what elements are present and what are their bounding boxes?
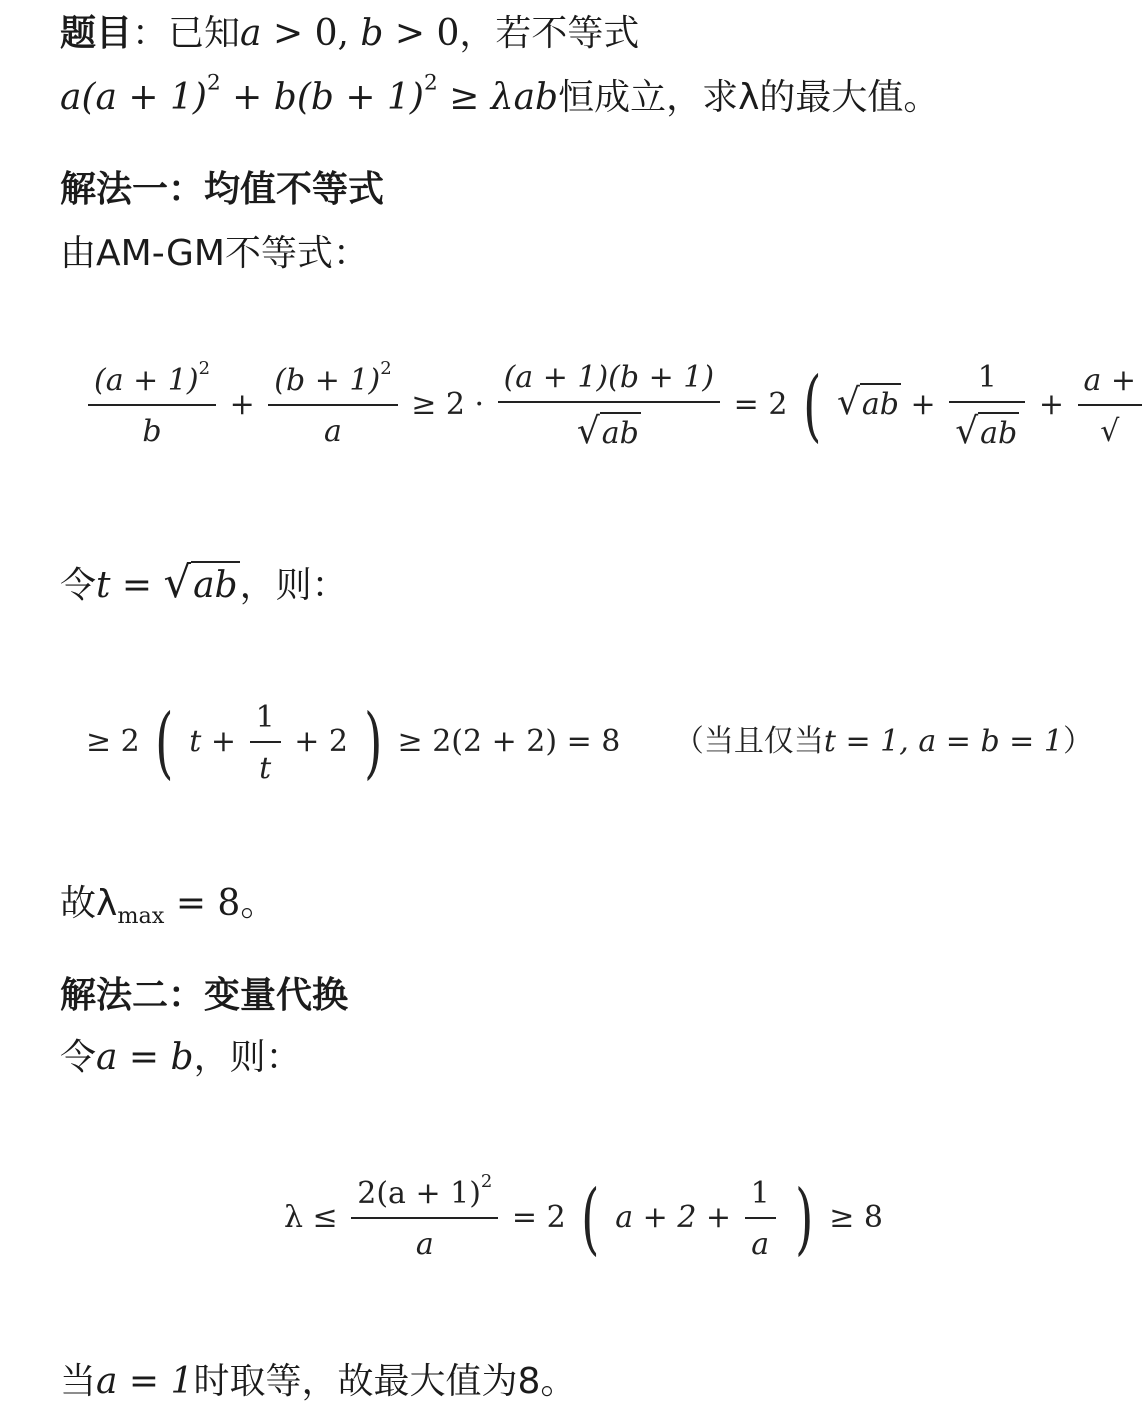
paren-close: )	[363, 697, 382, 788]
fraction	[745, 1176, 776, 1262]
conclusion-text: 。	[240, 883, 277, 924]
problem-line-2	[60, 70, 940, 118]
method2-equation	[284, 1170, 884, 1264]
math-op: +	[1038, 387, 1064, 422]
paren-open: (	[581, 1173, 600, 1264]
sqrt-radicand: ab	[860, 383, 901, 422]
paren-open: (	[155, 697, 174, 788]
frac-denominator: a	[351, 1217, 498, 1262]
frac-denominator	[498, 401, 721, 452]
fraction	[250, 700, 281, 786]
math-op: +	[220, 77, 274, 118]
math-op: ≥ 2 ·	[411, 387, 485, 422]
fraction	[88, 357, 216, 449]
method1-intro: 由AM-GM不等式：	[60, 233, 369, 274]
problem-colon: ：	[132, 13, 169, 54]
frac-numerator: a +	[1083, 363, 1137, 398]
subscript-max: max	[117, 902, 165, 929]
problem-text: 恒成立，求λ的最大值。	[558, 77, 940, 118]
sqrt: √ab	[955, 411, 1018, 452]
var-b: b	[360, 13, 384, 54]
problem-text: 已知	[168, 13, 241, 54]
paren-close: )	[795, 1173, 814, 1264]
condition-math: t = 1, a = b = 1	[823, 724, 1063, 759]
math-expr: λ ≤	[284, 1200, 338, 1235]
final-text: 当	[60, 1361, 97, 1402]
frac-numerator: (b + 1)	[274, 363, 381, 398]
sqrt: √ab	[836, 382, 899, 423]
math-expr: = 8	[164, 883, 241, 924]
problem-line-1	[60, 13, 640, 54]
math-text: > 0	[383, 13, 460, 54]
method1-equation-1	[84, 357, 1137, 480]
math-expr: t +	[189, 724, 237, 759]
paren-open: (	[803, 360, 822, 451]
frac-denominator	[949, 401, 1025, 452]
math-expr: a(a + 1)	[60, 77, 207, 118]
math-expr: b(b + 1)	[273, 77, 424, 118]
condition-text: （当且仅当	[673, 724, 824, 759]
math-text: > 0,	[261, 13, 361, 54]
math-exponent: 2	[380, 357, 392, 379]
problem-text: ，若不等式	[459, 13, 640, 54]
fraction	[268, 357, 397, 449]
frac-numerator: 1	[977, 360, 997, 395]
let-label: 令	[60, 565, 97, 606]
math-op: +	[910, 387, 936, 422]
frac-denominator: a	[268, 404, 397, 449]
lambda-symbol: λ	[96, 883, 118, 924]
then-text: ，则：	[193, 1037, 302, 1078]
math-op: ≥	[437, 77, 491, 118]
then-text: ，则：	[239, 565, 348, 606]
math-expr: a + 2 +	[615, 1200, 732, 1235]
math-op: =	[110, 565, 164, 606]
frac-numerator: (a + 1)(b + 1)	[503, 360, 715, 395]
math-op: = 2	[733, 387, 788, 422]
sqrt: √ab	[163, 558, 238, 608]
math-op: ≥ 2	[86, 724, 140, 759]
method1-conclusion	[60, 883, 277, 929]
var-a: a	[240, 13, 262, 54]
math-op: = 2	[511, 1200, 566, 1235]
problem-label: 题目	[60, 13, 133, 54]
var-t: t	[96, 565, 111, 606]
fraction	[1078, 363, 1143, 449]
conclusion-text: 故	[60, 883, 97, 924]
math-expr: ≥ 8	[829, 1200, 884, 1235]
fraction	[949, 360, 1025, 452]
fraction	[498, 360, 721, 452]
method2-let-line	[60, 1037, 302, 1078]
frac-denominator: √	[1078, 404, 1143, 449]
condition-text: ）	[1062, 724, 1093, 759]
sqrt-radicand: ab	[600, 412, 641, 451]
sqrt-radicand: ab	[191, 561, 240, 606]
frac-numerator: (a + 1)	[94, 363, 199, 398]
let-label: 令	[60, 1037, 97, 1078]
final-text: 时取等，故最大值为8。	[193, 1361, 577, 1402]
method2-final	[60, 1361, 577, 1402]
frac-denominator: t	[250, 741, 281, 786]
sqrt: √ab	[576, 411, 639, 452]
math-exponent: 2	[206, 70, 221, 96]
math-expr: λab	[490, 77, 559, 118]
math-exponent: 2	[423, 70, 438, 96]
method2-heading: 解法二：变量代换	[60, 975, 349, 1016]
math-op: + 2	[294, 724, 348, 759]
math-exponent: 2	[198, 357, 211, 379]
sqrt-radicand: ab	[978, 412, 1019, 451]
math-op: +	[229, 387, 255, 422]
frac-numerator: 1	[750, 1176, 770, 1211]
frac-numerator: 2(a + 1)	[357, 1176, 481, 1211]
math-exponent: 2	[480, 1170, 493, 1192]
frac-denominator: a	[745, 1217, 776, 1262]
math-expr: ≥ 2(2 + 2) = 8	[397, 724, 621, 759]
fraction	[351, 1170, 498, 1262]
frac-numerator: 1	[255, 700, 275, 735]
method1-heading: 解法一：均值不等式	[60, 169, 385, 210]
equality-condition	[674, 724, 1093, 759]
math-expr: a = 1	[96, 1361, 194, 1402]
frac-denominator: b	[88, 404, 216, 449]
method1-equation-2	[86, 697, 1093, 788]
method1-let-line	[60, 558, 348, 608]
math-expr: a = b	[96, 1037, 194, 1078]
